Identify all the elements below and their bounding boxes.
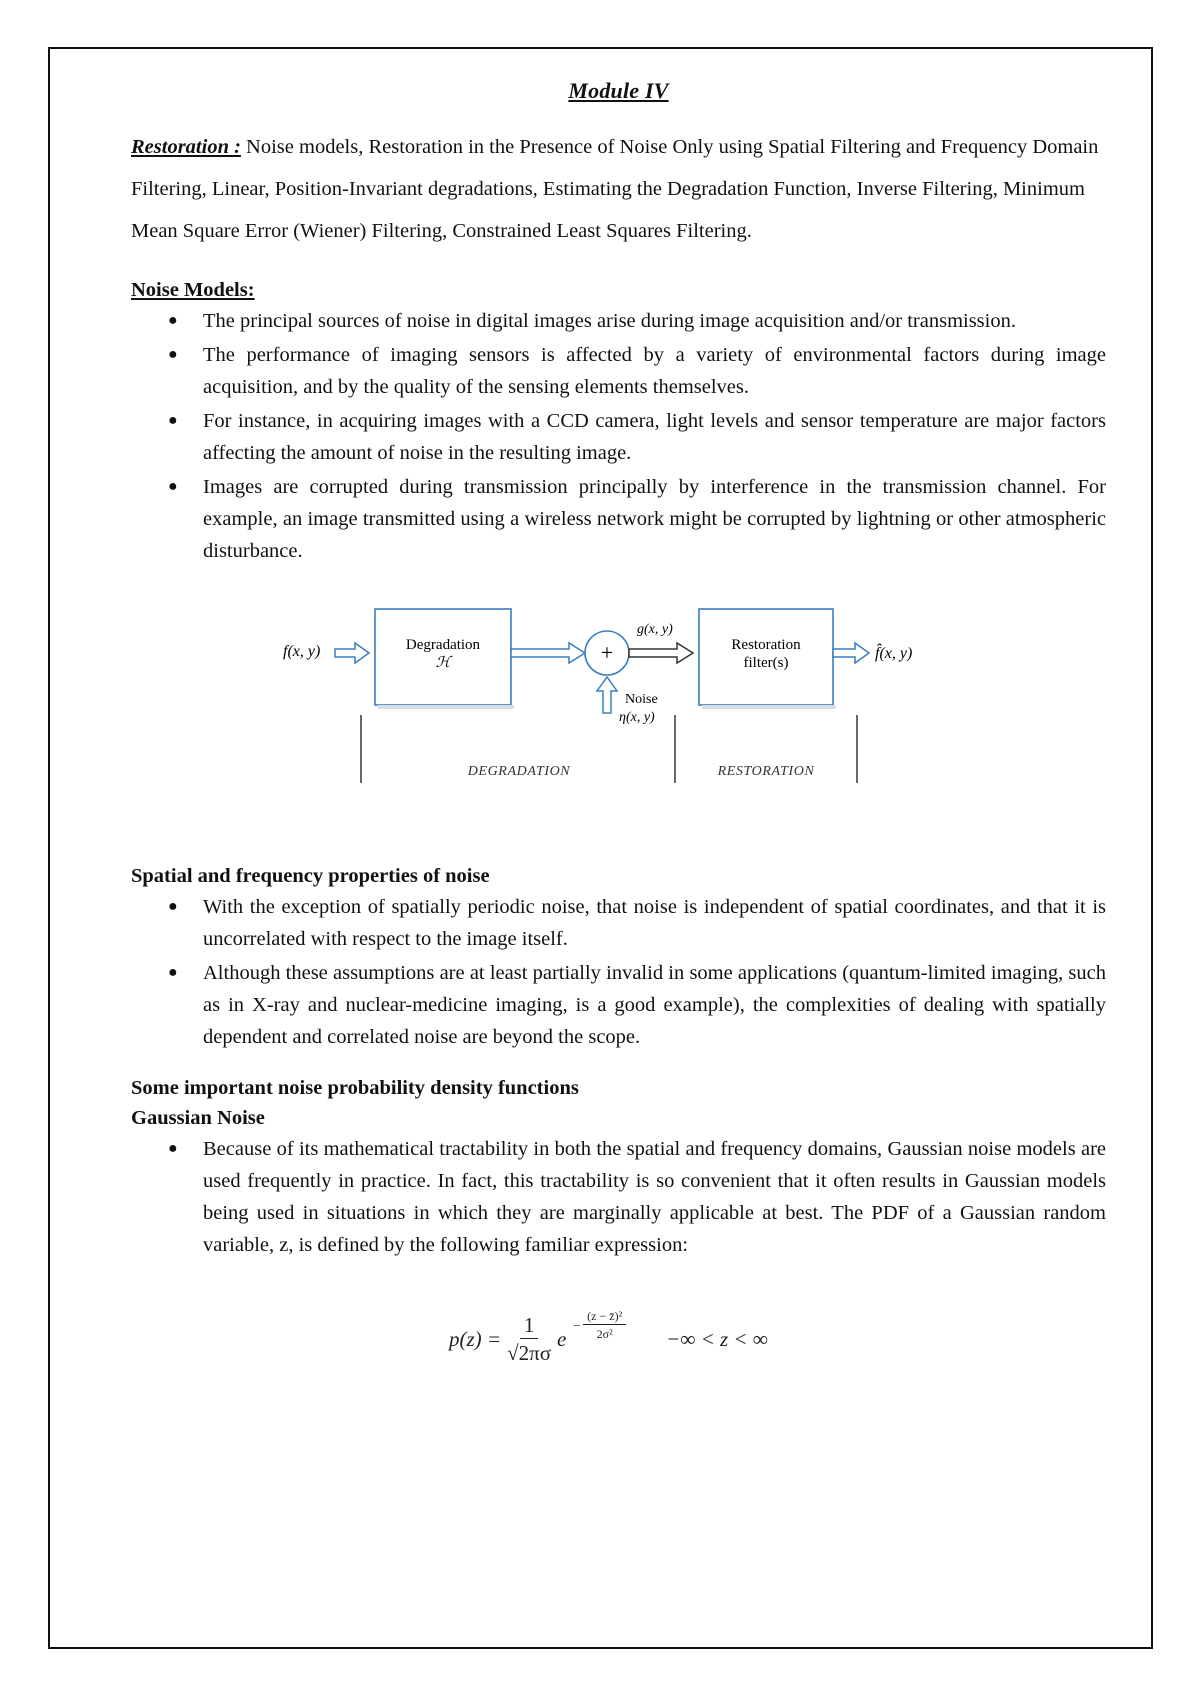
- degraded-image-label: g(x, y): [637, 622, 673, 637]
- restoration-label: Restoration: [731, 637, 801, 653]
- formula-fraction: $\frac{1}{√2\pi\sigma}$: [507, 1313, 552, 1365]
- bullet-icon: ●: [168, 478, 178, 495]
- bullet-icon: ●: [168, 312, 178, 329]
- noise-models-list: [131, 305, 1106, 567]
- degradation-arrow-icon: [511, 643, 585, 663]
- degradation-section-label: DEGRADATION: [467, 764, 571, 779]
- output-arrow-icon: [833, 643, 869, 663]
- list-item: ● Images are corrupted during transmission principally by interference in the transmission channel. For example, an image transmitted using a wireless network might be corrupted by lightning or other atmospheric disturbance.: [131, 471, 1106, 567]
- list-item: ● The performance of imaging sensors is affected by a variety of environmental factors during image acquisition, and by the quality of the sensing elements themselves.: [131, 339, 1106, 403]
- gaussian-pdf-formula: [449, 1309, 1106, 1366]
- gaussian-noise-heading: Gaussian Noise: [131, 1107, 265, 1129]
- bullet-icon: ●: [168, 964, 178, 981]
- gaussian-list: [131, 1133, 1106, 1261]
- restoration-lead: Restoration :: [131, 136, 241, 158]
- noise-arrow-icon: [597, 677, 617, 713]
- degradation-label: Degradation: [405, 637, 481, 653]
- page-content: [131, 70, 1106, 1366]
- bullet-icon: ●: [168, 898, 178, 915]
- syllabus-paragraph: [131, 126, 1106, 252]
- degradation-restoration-diagram: [279, 603, 929, 793]
- formula-exponent: − $\frac{\text{(z − z̄)²}}{\text{2σ²}}$: [572, 1309, 626, 1342]
- list-item: ● Because of its mathematical tractability in both the spatial and frequency domains, Gaussian noise models are used frequently in practice. In fact, this tractability is so convenient that it often results in Gaussian models being used in situations in which they are marginally applicable at best. The PDF of a Gaussian random variable, z, is defined by the following familiar expression:: [131, 1133, 1106, 1261]
- spatial-properties-heading: Spatial and frequency properties of noise: [131, 865, 490, 887]
- degraded-image-arrow-icon: [629, 643, 693, 663]
- restoration-label-2: filter(s): [743, 655, 789, 671]
- noise-models-section: [131, 275, 1106, 567]
- list-item: ● Although these assumptions are at least partially invalid in some applications (quantum-limited imaging, such as in X-ray and nuclear-medicine imaging, is a good example), the complexities of dealing with spatially dependent and correlated noise are beyond the scope.: [131, 957, 1106, 1053]
- syllabus-text: Noise models, Restoration in the Presence of Noise Only using Spatial Filtering and Frequency Domain Filtering, Linear, Position-Invariant degradations, Estimating the Degradation Function, Inverse Filtering, Minimum Mean Square Error (Wiener) Filtering, Constrained Least Squares Filtering.: [131, 136, 1099, 242]
- formula-e: e: [557, 1327, 567, 1351]
- spatial-properties-section: [131, 861, 1106, 1053]
- output-label: f̂(x, y): [875, 645, 913, 662]
- formula-lhs: p(z) =: [449, 1327, 502, 1351]
- restoration-section-label: RESTORATION: [717, 764, 815, 779]
- list-item: ● The principal sources of noise in digital images arise during image acquisition and/or transmission.: [131, 305, 1106, 337]
- module-title: Module IV: [568, 78, 669, 103]
- pdf-section: [131, 1073, 1106, 1261]
- pdf-heading: Some important noise probability density functions: [131, 1077, 579, 1099]
- input-label: f(x, y): [283, 643, 321, 660]
- noise-symbol: η(x, y): [619, 710, 655, 725]
- spatial-properties-list: [131, 891, 1106, 1053]
- formula-range: −∞ < z < ∞: [666, 1327, 768, 1351]
- noise-label: Noise: [625, 692, 658, 707]
- noise-models-heading: Noise Models:: [131, 279, 255, 301]
- bullet-icon: ●: [168, 412, 178, 429]
- degradation-symbol: ℋ: [435, 655, 451, 671]
- input-arrow-icon: [335, 643, 369, 663]
- list-item: ● With the exception of spatially periodic noise, that noise is independent of spatial coordinates, and that it is uncorrelated with respect to the image itself.: [131, 891, 1106, 955]
- adder-symbol: +: [600, 640, 614, 665]
- bullet-icon: ●: [168, 1140, 178, 1157]
- list-item: ● For instance, in acquiring images with a CCD camera, light levels and sensor temperature are major factors affecting the amount of noise in the resulting image.: [131, 405, 1106, 469]
- bullet-icon: ●: [168, 346, 178, 363]
